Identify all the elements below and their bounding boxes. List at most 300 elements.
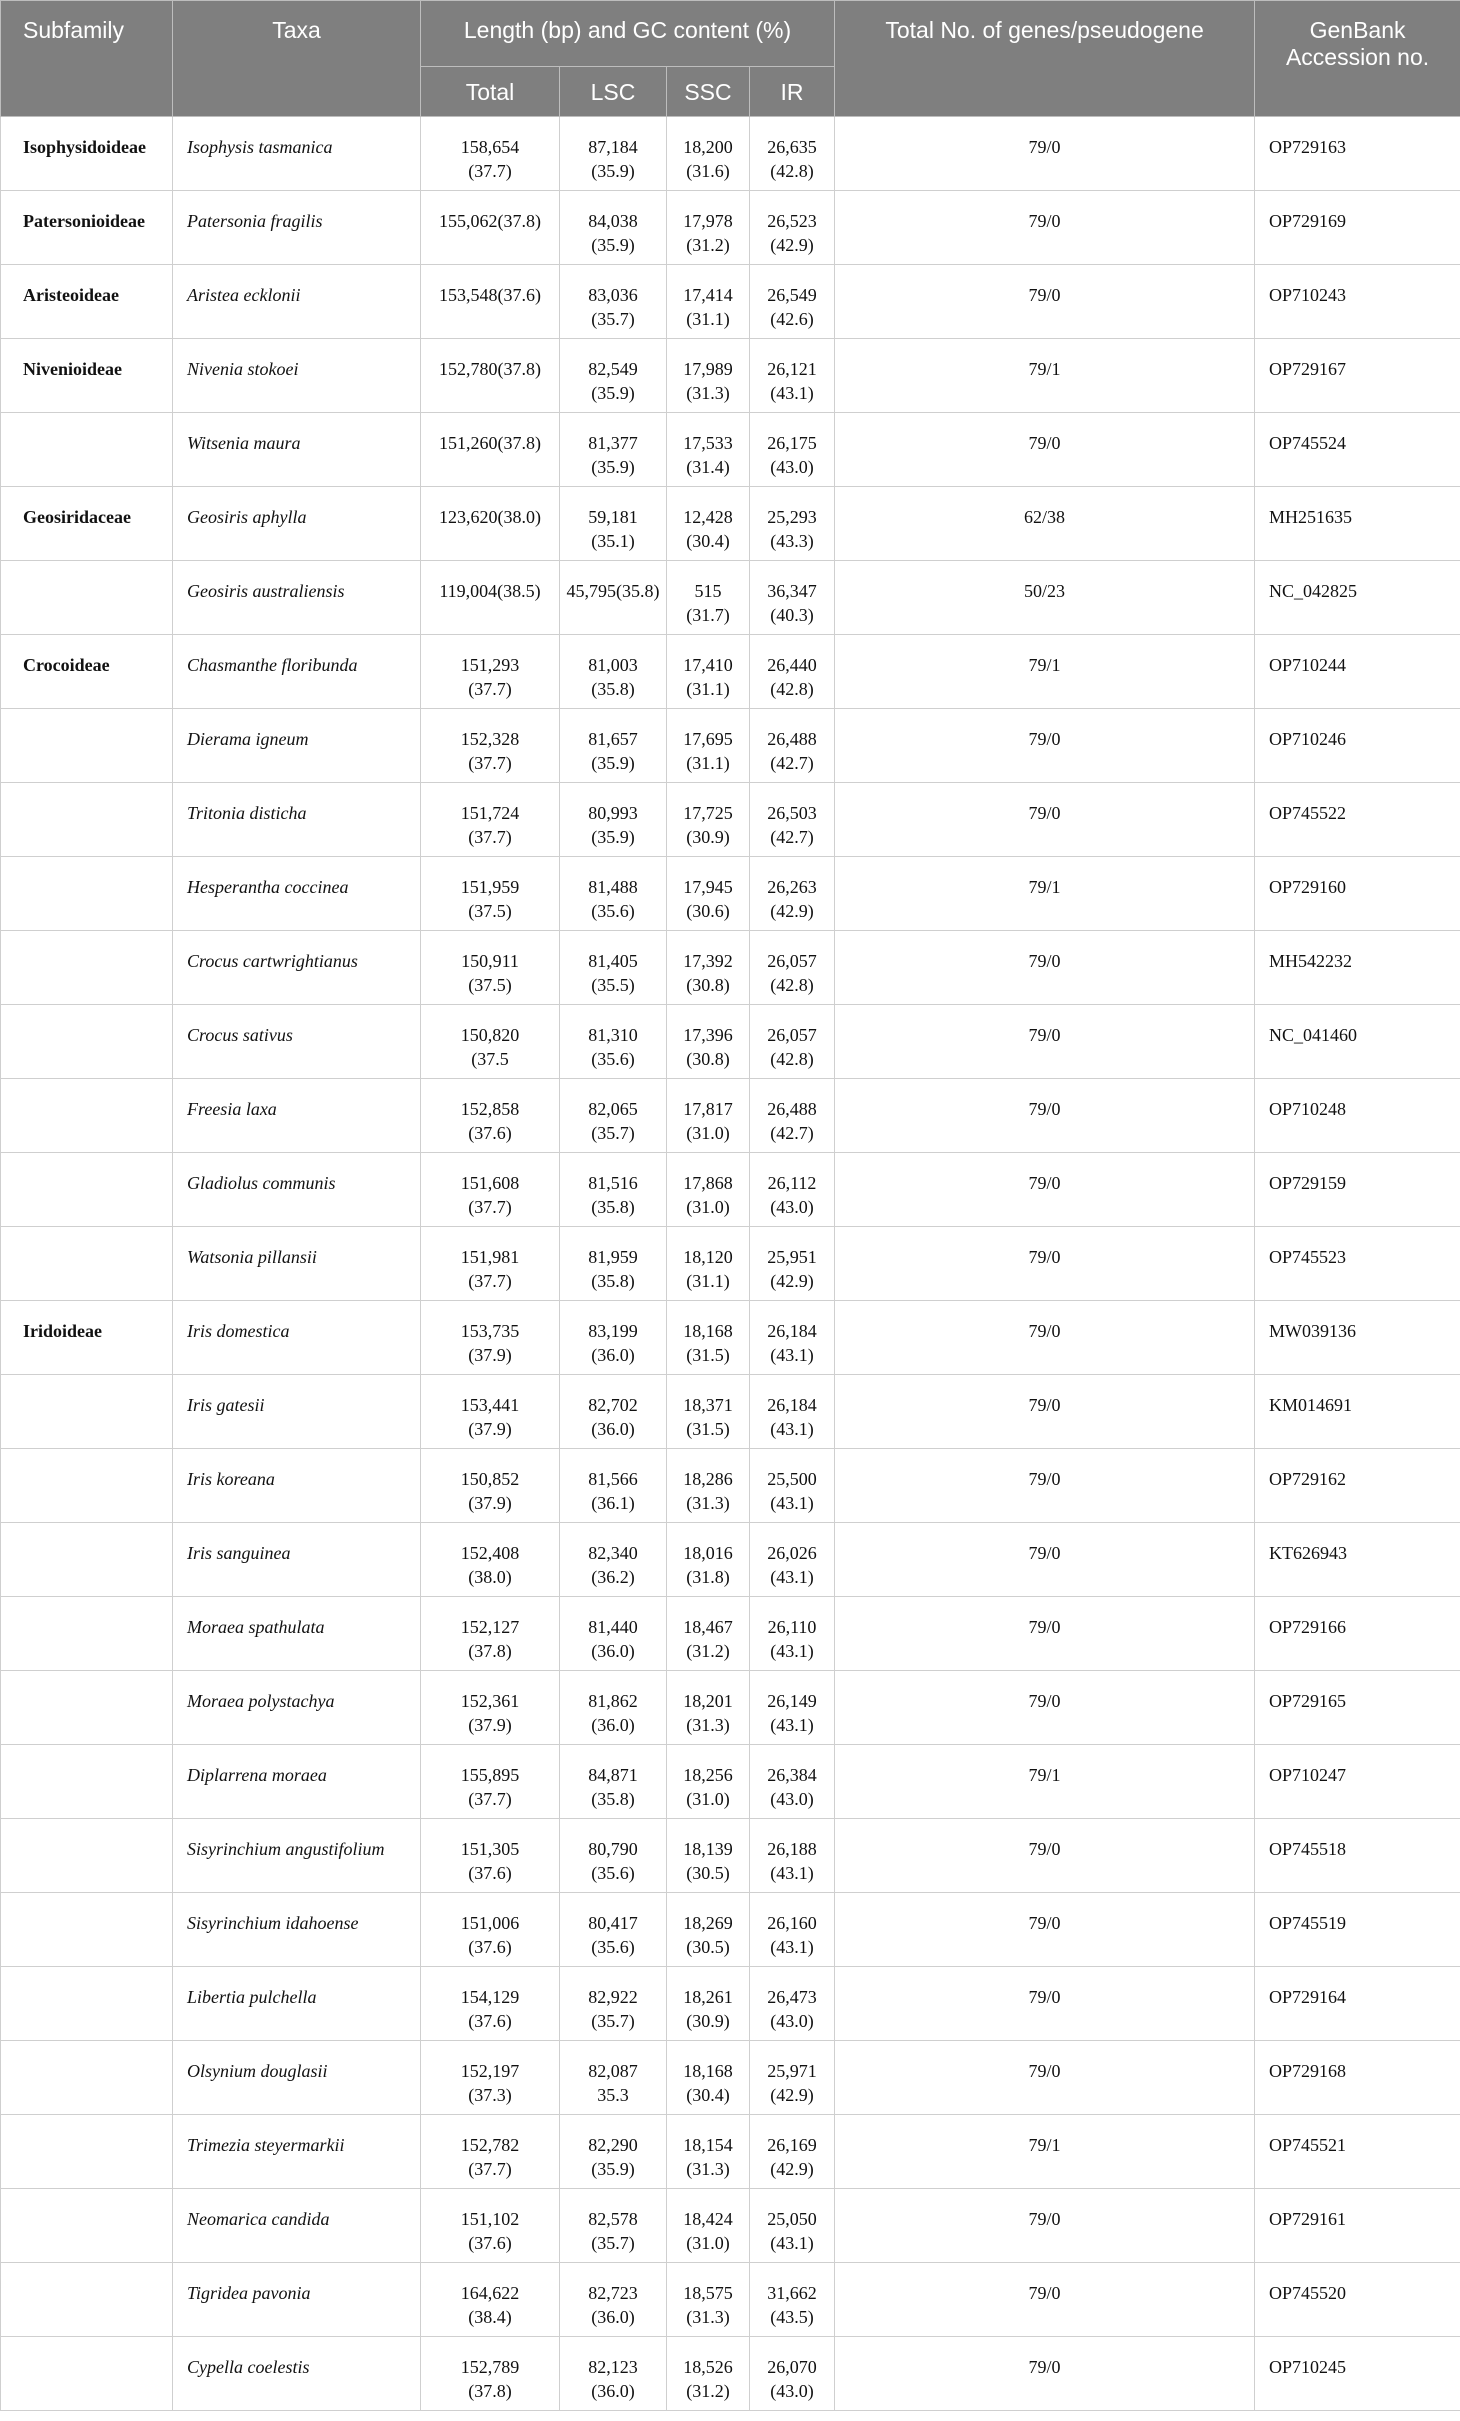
ir-cell	[750, 1671, 835, 1745]
genes-cell	[835, 1967, 1255, 2041]
genes-value: 79/0	[1028, 2209, 1061, 2229]
ir-value: 26,549	[767, 285, 817, 305]
lsc-value: 81,862	[588, 1691, 638, 1711]
accession-cell	[1255, 1227, 1460, 1301]
lsc-gc-value: (35.8)	[591, 1789, 635, 1809]
genes-cell	[835, 1449, 1255, 1523]
table-row	[1, 487, 1460, 561]
lsc-cell	[560, 1671, 667, 1745]
total-value: 152,197	[460, 2061, 520, 2081]
lsc-gc-value: (35.6)	[591, 1049, 635, 1069]
total-cell	[421, 1745, 560, 1819]
taxa-value: Iris koreana	[187, 1469, 275, 1489]
taxa-value: Moraea polystachya	[187, 1691, 335, 1711]
genes-value: 79/1	[1028, 877, 1061, 897]
total-gc-value: (37.7)	[468, 753, 512, 773]
lsc-cell	[560, 1523, 667, 1597]
accession-value: OP745521	[1269, 2135, 1347, 2155]
header-ssc: SSC	[667, 67, 750, 117]
ir-value: 26,635	[767, 137, 817, 157]
ssc-gc-value: (30.6)	[686, 901, 730, 921]
genes-cell	[835, 1745, 1255, 1819]
taxa-value: Geosiris australiensis	[187, 581, 345, 601]
genes-value: 79/0	[1028, 1839, 1061, 1859]
ir-gc-value: (43.0)	[770, 2011, 814, 2031]
ssc-cell	[667, 1079, 750, 1153]
total-cell	[421, 1671, 560, 1745]
accession-cell	[1255, 1967, 1460, 2041]
total-gc-value: (37.7)	[468, 679, 512, 699]
genes-cell	[835, 2115, 1255, 2189]
subfamily-cell	[1, 265, 173, 339]
table-row	[1, 2263, 1460, 2337]
taxa-cell	[173, 1671, 421, 1745]
ssc-gc-value: (30.9)	[686, 827, 730, 847]
accession-cell	[1255, 2189, 1460, 2263]
taxa-value: Sisyrinchium idahoense	[187, 1913, 359, 1933]
ssc-cell	[667, 339, 750, 413]
ir-gc-value: (43.0)	[770, 457, 814, 477]
accession-value: OP729168	[1269, 2061, 1347, 2081]
ir-gc-value: (43.0)	[770, 2381, 814, 2401]
genes-value: 79/0	[1028, 1247, 1061, 1267]
total-value: 151,260(37.8)	[439, 433, 541, 453]
subfamily-cell	[1, 1745, 173, 1819]
ir-gc-value: (43.1)	[770, 1493, 814, 1513]
genes-cell	[835, 487, 1255, 561]
lsc-gc-value: (35.6)	[591, 1937, 635, 1957]
total-cell	[421, 709, 560, 783]
total-gc-value: (37.9)	[468, 1345, 512, 1365]
table-row	[1, 1079, 1460, 1153]
subfamily-cell	[1, 1079, 173, 1153]
genes-value: 79/0	[1028, 1321, 1061, 1341]
ir-gc-value: (43.1)	[770, 1567, 814, 1587]
ir-gc-value: (40.3)	[770, 605, 814, 625]
subfamily-cell	[1, 1005, 173, 1079]
taxa-value: Olsynium douglasii	[187, 2061, 328, 2081]
ssc-cell	[667, 931, 750, 1005]
genes-cell	[835, 635, 1255, 709]
ssc-value: 18,120	[683, 1247, 733, 1267]
lsc-gc-value: (35.9)	[591, 2159, 635, 2179]
table-header	[1, 1, 1460, 117]
ir-cell	[750, 339, 835, 413]
lsc-gc-value: (35.7)	[591, 2011, 635, 2031]
accession-cell	[1255, 1745, 1460, 1819]
accession-cell	[1255, 931, 1460, 1005]
taxa-cell	[173, 265, 421, 339]
genes-value: 79/0	[1028, 1395, 1061, 1415]
genes-value: 79/1	[1028, 655, 1061, 675]
taxa-cell	[173, 1893, 421, 1967]
ir-cell	[750, 635, 835, 709]
ir-cell	[750, 265, 835, 339]
lsc-value: 81,003	[588, 655, 638, 675]
ssc-value: 18,261	[683, 1987, 733, 2007]
total-gc-value: (37.6)	[468, 1937, 512, 1957]
ir-cell	[750, 2263, 835, 2337]
ir-cell	[750, 1005, 835, 1079]
ir-value: 26,057	[767, 951, 817, 971]
lsc-value: 80,993	[588, 803, 638, 823]
genes-cell	[835, 1301, 1255, 1375]
ir-cell	[750, 1375, 835, 1449]
ssc-gc-value: (31.5)	[686, 1419, 730, 1439]
ir-value: 26,263	[767, 877, 817, 897]
ir-value: 26,184	[767, 1395, 817, 1415]
ssc-gc-value: (30.4)	[686, 531, 730, 551]
genes-value: 79/1	[1028, 2135, 1061, 2155]
taxa-cell	[173, 1597, 421, 1671]
ssc-value: 17,817	[683, 1099, 733, 1119]
ssc-value: 17,725	[683, 803, 733, 823]
lsc-gc-value: (35.9)	[591, 827, 635, 847]
genes-value: 79/0	[1028, 2061, 1061, 2081]
ir-gc-value: (43.0)	[770, 1789, 814, 1809]
taxa-cell	[173, 117, 421, 191]
total-cell	[421, 265, 560, 339]
ssc-value: 17,989	[683, 359, 733, 379]
ssc-cell	[667, 2337, 750, 2411]
accession-cell	[1255, 191, 1460, 265]
lsc-gc-value: (36.0)	[591, 2381, 635, 2401]
ir-cell	[750, 413, 835, 487]
accession-cell	[1255, 117, 1460, 191]
taxa-value: Neomarica candida	[187, 2209, 330, 2229]
accession-value: OP745522	[1269, 803, 1347, 823]
ssc-cell	[667, 1005, 750, 1079]
ssc-cell	[667, 1967, 750, 2041]
ir-gc-value: (43.5)	[770, 2307, 814, 2327]
total-cell	[421, 2189, 560, 2263]
ssc-value: 18,168	[683, 2061, 733, 2081]
lsc-gc-value: (35.8)	[591, 679, 635, 699]
ssc-value: 17,414	[683, 285, 733, 305]
ssc-value: 17,978	[683, 211, 733, 231]
taxa-cell	[173, 2041, 421, 2115]
lsc-cell	[560, 1967, 667, 2041]
ssc-cell	[667, 2041, 750, 2115]
lsc-cell	[560, 1005, 667, 1079]
lsc-value: 83,036	[588, 285, 638, 305]
accession-cell	[1255, 1153, 1460, 1227]
ssc-value: 17,868	[683, 1173, 733, 1193]
total-gc-value: (37.8)	[468, 1641, 512, 1661]
subfamily-cell	[1, 1301, 173, 1375]
ssc-cell	[667, 1227, 750, 1301]
lsc-cell	[560, 1375, 667, 1449]
ir-cell	[750, 1153, 835, 1227]
lsc-gc-value: (35.6)	[591, 901, 635, 921]
ssc-cell	[667, 783, 750, 857]
ir-cell	[750, 1819, 835, 1893]
taxa-cell	[173, 2337, 421, 2411]
genes-value: 79/0	[1028, 2283, 1061, 2303]
table-row	[1, 117, 1460, 191]
ssc-value: 18,269	[683, 1913, 733, 1933]
taxa-value: Sisyrinchium angustifolium	[187, 1839, 385, 1859]
lsc-value: 84,038	[588, 211, 638, 231]
ir-value: 25,951	[767, 1247, 817, 1267]
ir-value: 26,026	[767, 1543, 817, 1563]
ir-value: 26,121	[767, 359, 817, 379]
total-gc-value: (37.7)	[468, 1197, 512, 1217]
taxa-cell	[173, 1967, 421, 2041]
table-row	[1, 1301, 1460, 1375]
total-gc-value: (37.5	[471, 1049, 509, 1069]
table-row	[1, 1153, 1460, 1227]
total-value: 154,129	[460, 1987, 520, 2007]
ssc-gc-value: (31.3)	[686, 1715, 730, 1735]
taxa-value: Aristea ecklonii	[187, 285, 301, 305]
ssc-value: 17,695	[683, 729, 733, 749]
lsc-cell	[560, 2115, 667, 2189]
genes-value: 79/0	[1028, 1987, 1061, 2007]
ssc-gc-value: (31.3)	[686, 2307, 730, 2327]
ssc-cell	[667, 1893, 750, 1967]
accession-value: OP729161	[1269, 2209, 1347, 2229]
ssc-cell	[667, 1153, 750, 1227]
ssc-cell	[667, 635, 750, 709]
total-cell	[421, 1227, 560, 1301]
taxa-cell	[173, 487, 421, 561]
table-row	[1, 191, 1460, 265]
lsc-value: 80,417	[588, 1913, 638, 1933]
genes-cell	[835, 561, 1255, 635]
total-cell	[421, 1153, 560, 1227]
subfamily-cell	[1, 561, 173, 635]
genes-value: 79/0	[1028, 803, 1061, 823]
lsc-cell	[560, 1819, 667, 1893]
taxa-value: Freesia laxa	[187, 1099, 277, 1119]
ir-value: 25,293	[767, 507, 817, 527]
accession-value: OP729159	[1269, 1173, 1347, 1193]
lsc-value: 82,922	[588, 1987, 638, 2007]
ir-cell	[750, 2337, 835, 2411]
accession-value: MH542232	[1269, 951, 1353, 971]
accession-value: OP745523	[1269, 1247, 1347, 1267]
accession-value: OP710247	[1269, 1765, 1347, 1785]
lsc-cell	[560, 1227, 667, 1301]
ir-value: 26,503	[767, 803, 817, 823]
ir-gc-value: (42.6)	[770, 309, 814, 329]
accession-value: OP745518	[1269, 1839, 1347, 1859]
genes-cell	[835, 931, 1255, 1005]
ssc-cell	[667, 1745, 750, 1819]
lsc-value: 82,087	[588, 2061, 638, 2081]
table-row	[1, 413, 1460, 487]
total-gc-value: (37.6)	[468, 1123, 512, 1143]
accession-value: NC_042825	[1269, 581, 1358, 601]
taxa-value: Iris sanguinea	[187, 1543, 291, 1563]
genes-cell	[835, 2263, 1255, 2337]
genes-value: 79/0	[1028, 1469, 1061, 1489]
ir-gc-value: (43.1)	[770, 1345, 814, 1365]
table-row	[1, 265, 1460, 339]
lsc-value: 82,290	[588, 2135, 638, 2155]
taxa-value: Cypella coelestis	[187, 2357, 310, 2377]
accession-cell	[1255, 1523, 1460, 1597]
genes-cell	[835, 265, 1255, 339]
subfamily-cell	[1, 2189, 173, 2263]
header-total: Total	[421, 67, 560, 117]
ir-gc-value: (43.1)	[770, 1419, 814, 1439]
genes-value: 79/0	[1028, 433, 1061, 453]
accession-cell	[1255, 1301, 1460, 1375]
subfamily-cell	[1, 117, 173, 191]
lsc-gc-value: (35.9)	[591, 235, 635, 255]
subfamily-cell	[1, 1523, 173, 1597]
accession-cell	[1255, 2041, 1460, 2115]
total-value: 153,441	[460, 1395, 520, 1415]
total-value: 151,293	[460, 655, 520, 675]
subfamily-value: Iridoideae	[23, 1321, 102, 1341]
total-value: 151,959	[460, 877, 520, 897]
ssc-value: 17,410	[683, 655, 733, 675]
taxa-value: Isophysis tasmanica	[187, 137, 333, 157]
genes-value: 79/0	[1028, 729, 1061, 749]
accession-cell	[1255, 1819, 1460, 1893]
ssc-cell	[667, 117, 750, 191]
total-cell	[421, 2041, 560, 2115]
taxa-cell	[173, 1301, 421, 1375]
lsc-cell	[560, 339, 667, 413]
accession-value: OP729169	[1269, 211, 1347, 231]
table-row	[1, 1005, 1460, 1079]
table-row	[1, 783, 1460, 857]
genes-cell	[835, 1523, 1255, 1597]
total-value: 164,622	[460, 2283, 520, 2303]
lsc-cell	[560, 1597, 667, 1671]
ssc-gc-value: (31.1)	[686, 1271, 730, 1291]
ir-value: 26,160	[767, 1913, 817, 1933]
ir-cell	[750, 191, 835, 265]
ir-gc-value: (42.9)	[770, 2085, 814, 2105]
ir-gc-value: (42.7)	[770, 827, 814, 847]
subfamily-cell	[1, 191, 173, 265]
total-value: 155,062(37.8)	[439, 211, 541, 231]
lsc-gc-value: 35.3	[597, 2085, 629, 2105]
accession-value: MH251635	[1269, 507, 1353, 527]
total-value: 153,548(37.6)	[439, 285, 541, 305]
lsc-cell	[560, 783, 667, 857]
total-cell	[421, 2337, 560, 2411]
ssc-cell	[667, 1449, 750, 1523]
total-gc-value: (37.9)	[468, 1715, 512, 1735]
ssc-gc-value: (31.7)	[686, 605, 730, 625]
accession-cell	[1255, 339, 1460, 413]
ir-gc-value: (42.9)	[770, 235, 814, 255]
ir-value: 26,488	[767, 729, 817, 749]
accession-cell	[1255, 2115, 1460, 2189]
taxa-value: Crocus sativus	[187, 1025, 293, 1045]
ssc-value: 18,256	[683, 1765, 733, 1785]
ir-cell	[750, 1893, 835, 1967]
total-value: 119,004(38.5)	[439, 581, 541, 601]
taxa-value: Chasmanthe floribunda	[187, 655, 358, 675]
genes-cell	[835, 1819, 1255, 1893]
total-value: 151,006	[460, 1913, 520, 1933]
subfamily-cell	[1, 2263, 173, 2337]
taxa-value: Geosiris aphylla	[187, 507, 307, 527]
taxa-value: Iris gatesii	[187, 1395, 265, 1415]
taxa-value: Gladiolus communis	[187, 1173, 336, 1193]
ssc-gc-value: (31.2)	[686, 2381, 730, 2401]
ir-cell	[750, 1227, 835, 1301]
lsc-value: 82,723	[588, 2283, 638, 2303]
total-value: 150,911	[461, 951, 519, 971]
ssc-gc-value: (30.8)	[686, 1049, 730, 1069]
taxa-value: Libertia pulchella	[187, 1987, 317, 2007]
total-cell	[421, 783, 560, 857]
table-row	[1, 931, 1460, 1005]
accession-cell	[1255, 265, 1460, 339]
ir-value: 25,500	[767, 1469, 817, 1489]
genes-cell	[835, 709, 1255, 783]
total-value: 150,820	[460, 1025, 520, 1045]
ssc-gc-value: (31.0)	[686, 1123, 730, 1143]
ssc-value: 17,945	[683, 877, 733, 897]
ir-value: 36,347	[767, 581, 817, 601]
genes-value: 79/1	[1028, 359, 1061, 379]
table-body	[1, 117, 1460, 2411]
total-value: 152,789	[460, 2357, 520, 2377]
accession-value: OP710246	[1269, 729, 1347, 749]
table-row	[1, 1893, 1460, 1967]
subfamily-cell	[1, 2337, 173, 2411]
taxa-value: Moraea spathulata	[187, 1617, 325, 1637]
total-value: 152,127	[460, 1617, 520, 1637]
lsc-cell	[560, 931, 667, 1005]
total-value: 153,735	[460, 1321, 520, 1341]
ir-cell	[750, 2189, 835, 2263]
ssc-cell	[667, 1671, 750, 1745]
lsc-gc-value: (36.1)	[591, 1493, 635, 1513]
subfamily-value: Crocoideae	[23, 655, 110, 675]
lsc-cell	[560, 1449, 667, 1523]
ssc-cell	[667, 265, 750, 339]
lsc-cell	[560, 413, 667, 487]
accession-value: OP745524	[1269, 433, 1347, 453]
ssc-gc-value: (31.5)	[686, 1345, 730, 1365]
ir-gc-value: (43.0)	[770, 1197, 814, 1217]
ssc-value: 17,396	[683, 1025, 733, 1045]
accession-cell	[1255, 709, 1460, 783]
ir-value: 26,110	[767, 1617, 817, 1637]
total-gc-value: (37.7)	[468, 1789, 512, 1809]
total-value: 123,620(38.0)	[439, 507, 541, 527]
lsc-value: 81,488	[588, 877, 638, 897]
lsc-cell	[560, 1893, 667, 1967]
ssc-value: 515	[694, 581, 722, 601]
accession-value: OP729165	[1269, 1691, 1347, 1711]
total-cell	[421, 2263, 560, 2337]
taxa-cell	[173, 783, 421, 857]
lsc-cell	[560, 635, 667, 709]
lsc-value: 81,440	[588, 1617, 638, 1637]
genes-cell	[835, 2041, 1255, 2115]
taxa-value: Witsenia maura	[187, 433, 301, 453]
ssc-value: 18,201	[683, 1691, 733, 1711]
lsc-gc-value: (35.1)	[591, 531, 635, 551]
table-row	[1, 635, 1460, 709]
lsc-gc-value: (35.9)	[591, 457, 635, 477]
ir-cell	[750, 487, 835, 561]
taxa-cell	[173, 931, 421, 1005]
lsc-value: 81,566	[588, 1469, 638, 1489]
ssc-cell	[667, 1597, 750, 1671]
